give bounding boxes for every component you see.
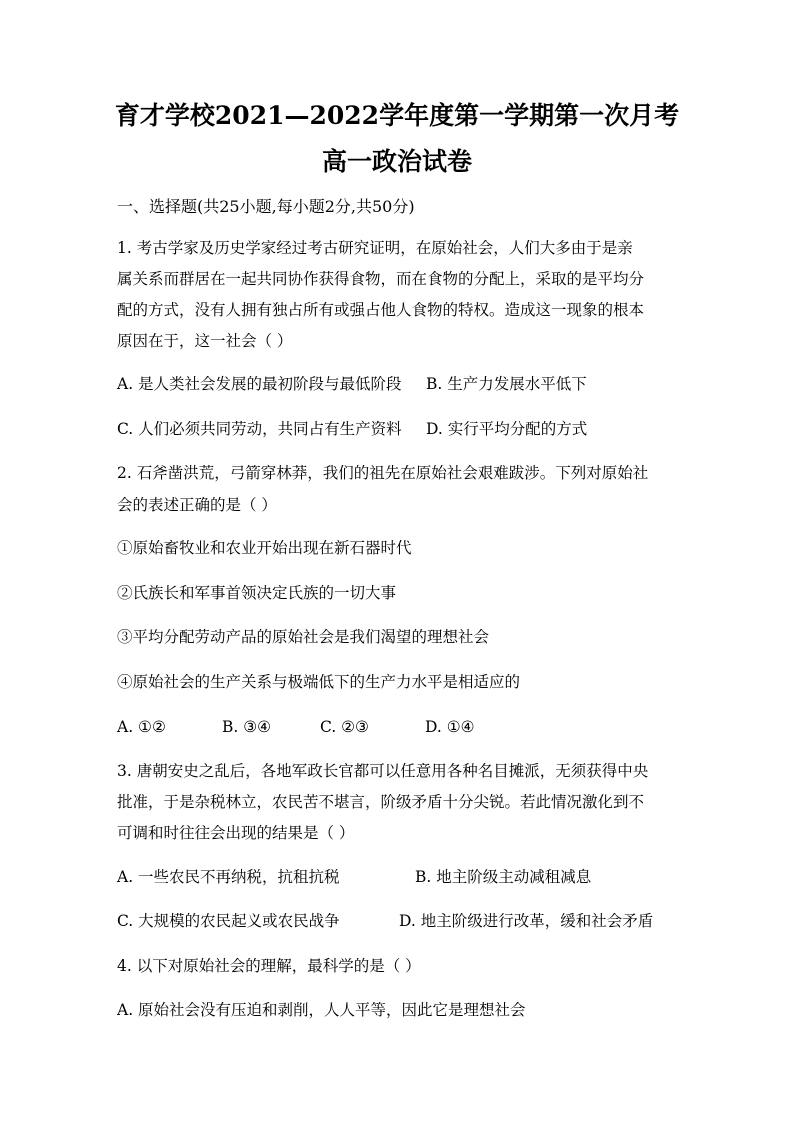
q2-option-b: B. ③④ [222,718,272,736]
q1-line-3: 配的方式，没有人拥有独占所有或强占他人食物的特权。造成这一现象的根本 [117,301,645,319]
q2-option-c: C. ②③ [320,718,369,736]
q1-line-2: 属关系而群居在一起共同协作获得食物，而在食物的分配上，采取的是平均分 [117,270,645,288]
q2-statement-1: ①原始畜牧业和农业开始出现在新石器时代 [117,539,412,557]
q2-line-1: 2. 石斧凿洪荒，弓箭穿林莽，我们的祖先在原始社会艰难跋涉。下列对原始社 [117,464,649,482]
q3-option-d: D. 地主阶级进行改革，缓和社会矛盾 [399,912,654,930]
q1-option-a: A. 是人类社会发展的最初阶段与最低阶段 [117,375,402,393]
q4-option-a: A. 原始社会没有压迫和剥削，人人平等，因此它是理想社会 [117,1001,526,1019]
q2-line-2: 会的表述正确的是（ ） [117,496,277,514]
q2-statement-3: ③平均分配劳动产品的原始社会是我们渴望的理想社会 [117,628,490,646]
q2-statement-4: ④原始社会的生产关系与极端低下的生产力水平是相适应的 [117,673,521,691]
q3-option-c: C. 大规模的农民起义或农民战争 [117,912,340,930]
q3-line-1: 3. 唐朝安史之乱后，各地军政长官都可以任意用各种名目摊派，无须获得中央 [117,762,649,780]
q3-option-a: A. 一些农民不再纳税，抗租抗税 [117,868,340,886]
q1-option-d: D. 实行平均分配的方式 [426,420,588,438]
exam-title: 育才学校2021—2022学年度第一学期第一次月考 [114,101,680,130]
q2-statement-2: ②氏族长和军事首领决定氏族的一切大事 [117,584,397,602]
q3-line-3: 可调和时往往会出现的结果是（ ） [117,824,355,842]
q3-option-b: B. 地主阶级主动减租减息 [415,868,592,886]
q3-line-2: 批准，于是杂税林立，农民苦不堪言，阶级矛盾十分尖锐。若此情况激化到不 [117,793,645,811]
q1-line-4: 原因在于，这一社会（ ） [117,332,293,350]
exam-subtitle: 高一政治试卷 [321,147,472,176]
q2-option-d: D. ①④ [425,718,475,736]
q1-line-1: 1. 考古学家及历史学家经过考古研究证明，在原始社会，人们大多由于是亲 [117,239,633,257]
q1-option-c: C. 人们必须共同劳动，共同占有生产资料 [117,420,402,438]
q1-option-b: B. 生产力发展水平低下 [426,375,587,393]
q2-option-a: A. ①② [117,718,166,736]
q4-line-1: 4. 以下对原始社会的理解，最科学的是（ ） [117,957,421,975]
section-heading: 一、选择题(共25小题,每小题2分,共50分) [117,197,415,216]
